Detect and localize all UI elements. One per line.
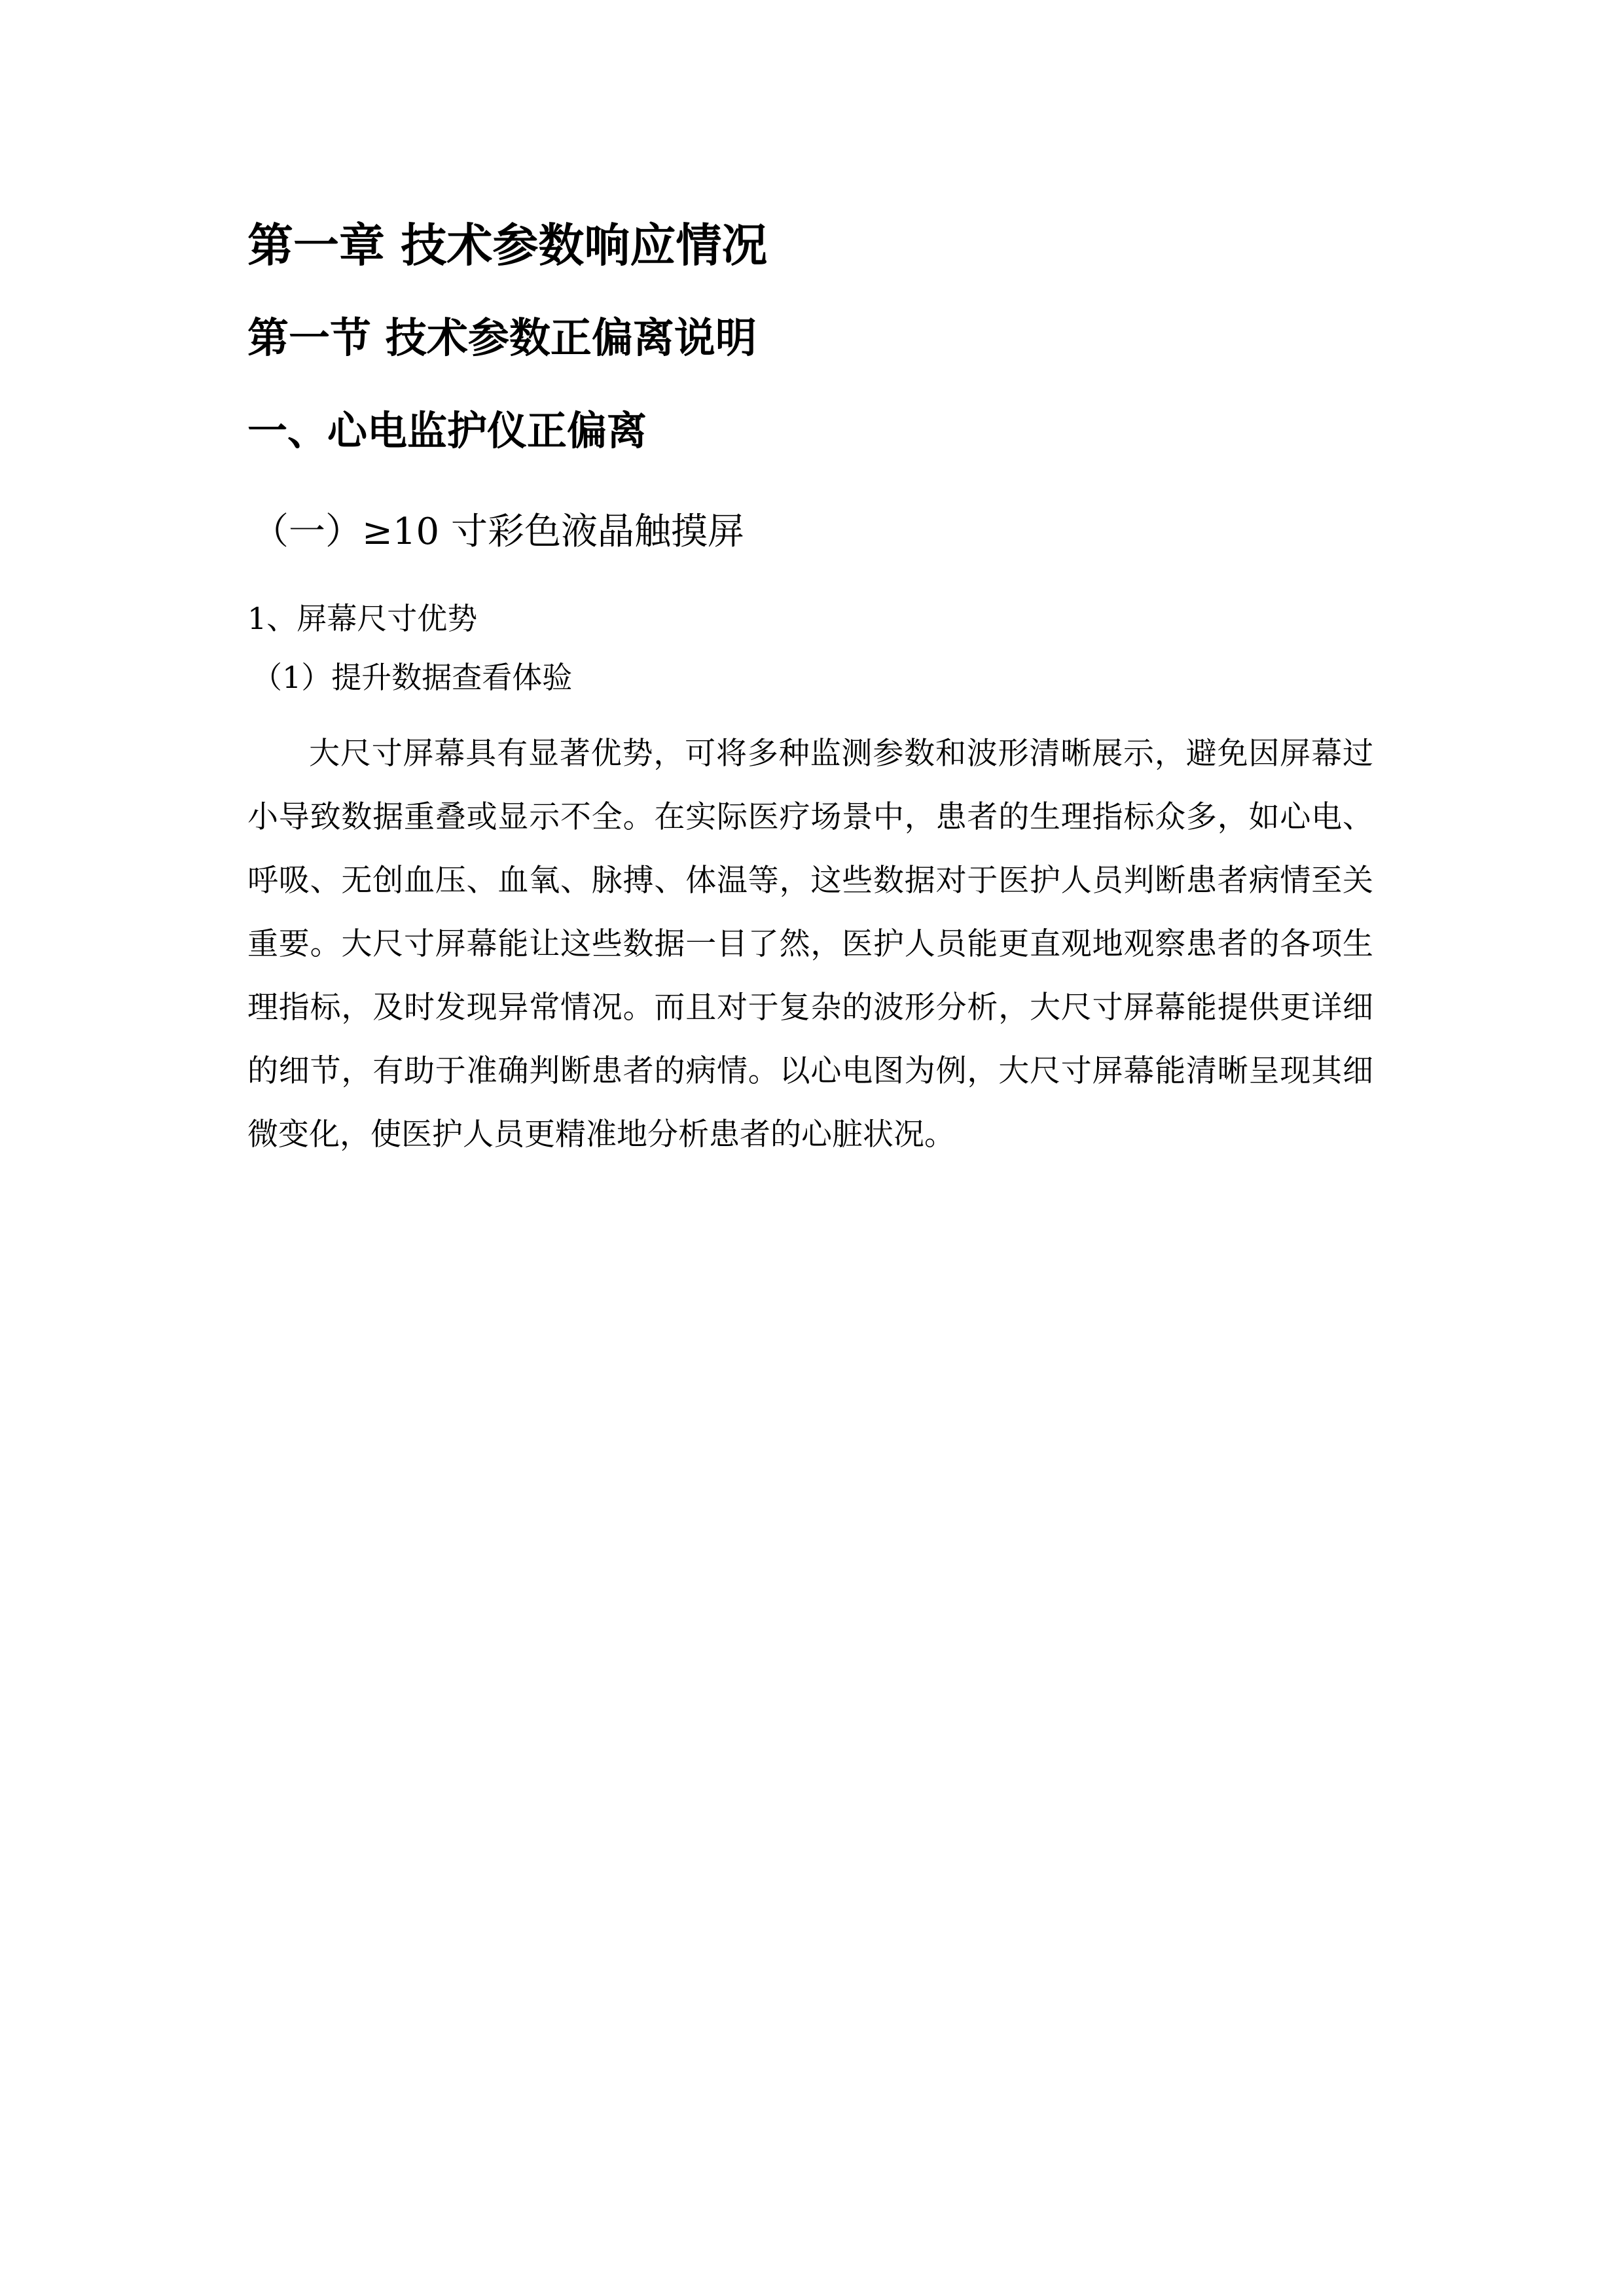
subsection-title: 一、心电监护仪正偏离 bbox=[247, 408, 647, 454]
chapter-title: 第一章 技术参数响应情况 bbox=[247, 219, 768, 272]
body-paragraph: 大尺寸屏幕具有显著优势，可将多种监测参数和波形清晰展示，避免因屏幕过小导致数据重叠或显示不全。在实际医疗场景中，患者的生理指标众多，如心电、呼吸、无创血压、血氧、脉搏、体温等，这些数据对于医护人员判断患者病情至关重要。大尺寸屏幕能让这些数据一目了然，医护人员能更直观地观察患者的各项生理指标，及时发现异常情况。而且对于复杂的波形分析，大尺寸屏幕能提供更详细的细节，有助于准确判断患者的病情。以心电图为例，大尺寸屏幕能清晰呈现其细微变化，使医护人员更精准地分析患者的心脏状况。 bbox=[247, 736, 1373, 1153]
section-title: 第一节 技术参数正偏离说明 bbox=[247, 314, 757, 362]
item-title: （一）≥10 寸彩色液晶触摸屏 bbox=[252, 511, 744, 553]
detail-title: （1）提升数据查看体验 bbox=[252, 660, 573, 695]
point-title: 1、屏幕尺寸优势 bbox=[247, 601, 478, 636]
